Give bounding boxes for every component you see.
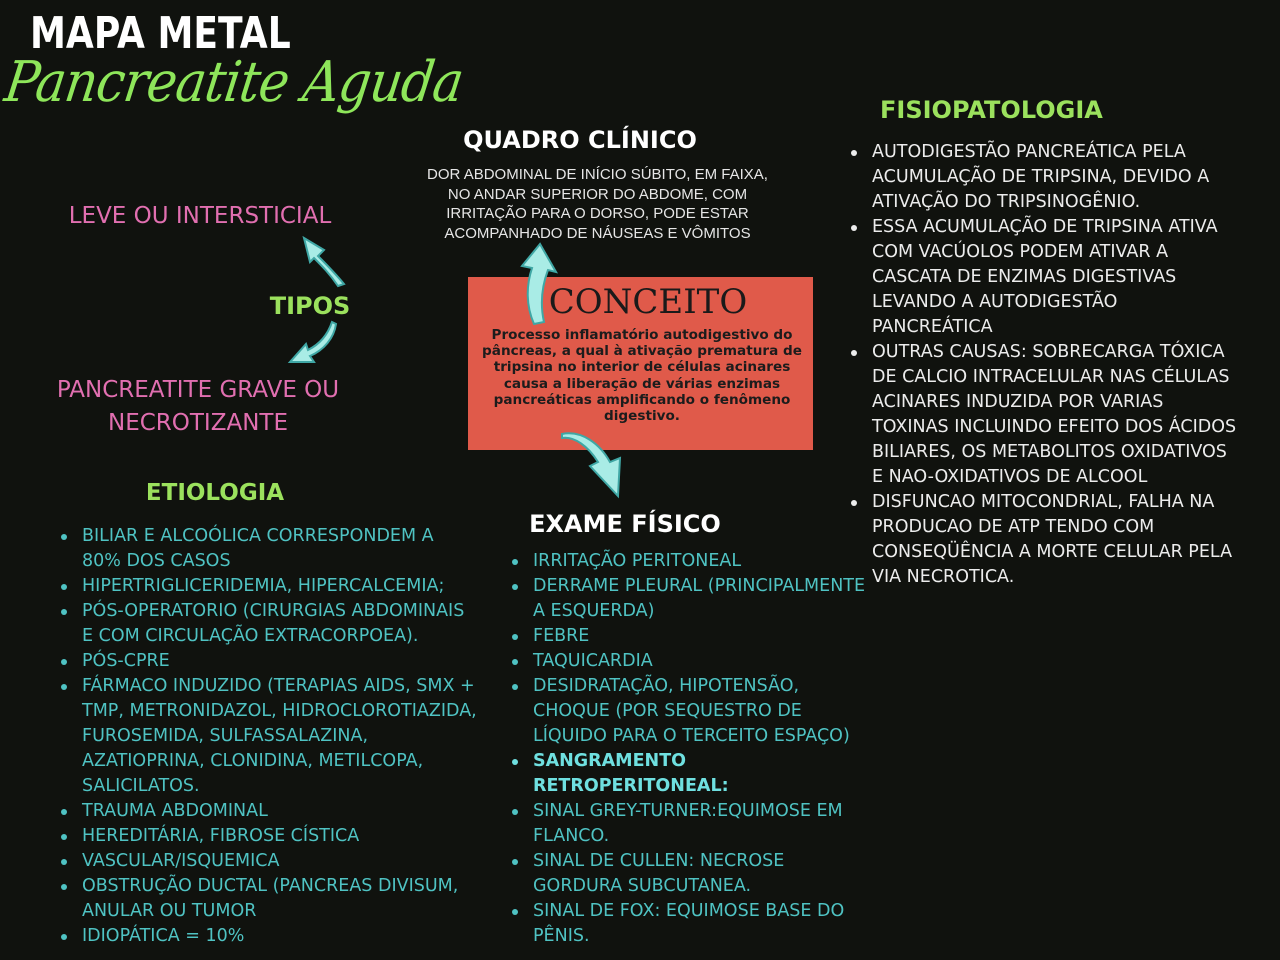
- list-item: TAQUICARDIA: [509, 649, 869, 674]
- tipo-grave-line1: PANCREATITE GRAVE OU: [56, 377, 340, 403]
- exame-fisico-list: [509, 549, 869, 949]
- list-item: HIPERTRIGLICERIDEMIA, HIPERCALCEMIA;: [58, 574, 478, 599]
- quadro-clinico-text: DOR ABDOMINAL DE INÍCIO SÚBITO, EM FAIXA, NO ANDAR SUPERIOR DO ABDOME, COM IRRITAÇÃO PARA O DORSO, PODE ESTAR ACOMPANHADO DE NÁUSEAS E VÔMITOS: [427, 166, 768, 242]
- tipo-grave: [48, 374, 348, 440]
- list-item: ESSA ACUMULAÇÃO DE TRIPSINA ATIVA COM VACÚOLOS PODEM ATIVAR A CASCATA DE ENZIMAS DIGESTIVAS LEVANDO A AUTODIGESTÃO PANCREÁTICA: [848, 215, 1238, 340]
- fisiopatologia-heading: FISIOPATOLOGIA: [880, 96, 1103, 124]
- list-item: DISFUNCAO MITOCONDRIAL, FALHA NA PRODUCAO DE ATP TENDO COM CONSEQÜÊNCIA A MORTE CELULAR PELA VIA NECROTICA.: [848, 490, 1238, 590]
- exame-fisico-heading: EXAME FÍSICO: [529, 510, 721, 538]
- tipo-grave-line2: NECROTIZANTE: [108, 410, 288, 436]
- list-item: SINAL DE CULLEN: NECROSE GORDURA SUBCUTANEA.: [509, 849, 869, 899]
- list-item: SANGRAMENTO RETROPERITONEAL:: [509, 749, 869, 799]
- etiologia-heading: ETIOLOGIA: [145, 480, 285, 506]
- arrow-to-quadro-icon: [514, 242, 562, 326]
- list-item: FEBRE: [509, 624, 869, 649]
- list-item: VASCULAR/ISQUEMICA: [58, 849, 478, 874]
- list-item: FÁRMACO INDUZIDO (TERAPIAS AIDS, SMX + TMP, METRONIDAZOL, HIDROCLOROTIAZIDA, FUROSEMIDA, SULFASSALAZINA, AZATIOPRINA, CLONIDINA, METILCOPA, SALICILATOS.: [58, 674, 478, 799]
- list-item: SINAL DE FOX: EQUIMOSE BASE DO PÊNIS.: [509, 899, 869, 949]
- list-item: OUTRAS CAUSAS: SOBRECARGA TÓXICA DE CALCIO INTRACELULAR NAS CÉLULAS ACINARES INDUZIDA POR VARIAS TOXINAS INCLUINDO EFEITO DOS ÁCIDOS BILIARES, OS METABOLITOS OXIDATIVOS E NAO-OXIDATIVOS DE ALCOOL: [848, 340, 1238, 490]
- list-item: AUTODIGESTÃO PANCREÁTICA PELA ACUMULAÇÃO DE TRIPSINA, DEVIDO A ATIVAÇÃO DO TRIPSINOGÊNIO.: [848, 140, 1238, 215]
- arrow-to-grave-icon: [286, 318, 338, 368]
- fisiopatologia-list: [848, 140, 1238, 590]
- list-item: DESIDRATAÇÃO, HIPOTENSÃO, CHOQUE (POR SEQUESTRO DE LÍQUIDO PARA O TERCEITO ESPAÇO): [509, 674, 869, 749]
- list-item: HEREDITÁRIA, FIBROSE CÍSTICA: [58, 824, 478, 849]
- list-item: BILIAR E ALCOÓLICA CORRESPONDEM A 80% DOS CASOS: [58, 524, 478, 574]
- list-item: IRRITAÇÃO PERITONEAL: [509, 549, 869, 574]
- page-subtitle: Pancreatite Aguda: [0, 50, 467, 115]
- list-item: DERRAME PLEURAL (PRINCIPALMENTE A ESQUERDA): [509, 574, 869, 624]
- list-item: PÓS-OPERATORIO (CIRURGIAS ABDOMINAIS E COM CIRCULAÇÃO EXTRACORPOEA).: [58, 599, 478, 649]
- conceito-text: Processo inflamatório autodigestivo do pâncreas, a qual à ativação prematura de tripsina no interior de células acinares causa a liberação de várias enzimas pancreáticas amplificando o fenômeno digestivo.: [482, 327, 802, 425]
- quadro-clinico-heading: QUADRO CLÍNICO: [463, 126, 697, 154]
- arrow-to-leve-icon: [300, 232, 350, 288]
- arrow-to-exame-icon: [558, 432, 624, 500]
- list-item: SINAL GREY-TURNER:EQUIMOSE EM FLANCO.: [509, 799, 869, 849]
- page-title: MAPA METAL: [30, 8, 291, 59]
- tipo-leve: LEVE OU INTERSTICIAL: [68, 203, 332, 229]
- tipos-heading: TIPOS: [269, 292, 351, 320]
- list-item: PÓS-CPRE: [58, 649, 478, 674]
- list-item: OBSTRUÇÃO DUCTAL (PANCREAS DIVISUM, ANULAR OU TUMOR: [58, 874, 478, 924]
- etiologia-list: [58, 524, 478, 949]
- conceito-heading: CONCEITO: [548, 282, 748, 322]
- list-item: IDIOPÁTICA = 10%: [58, 924, 478, 949]
- list-item: TRAUMA ABDOMINAL: [58, 799, 478, 824]
